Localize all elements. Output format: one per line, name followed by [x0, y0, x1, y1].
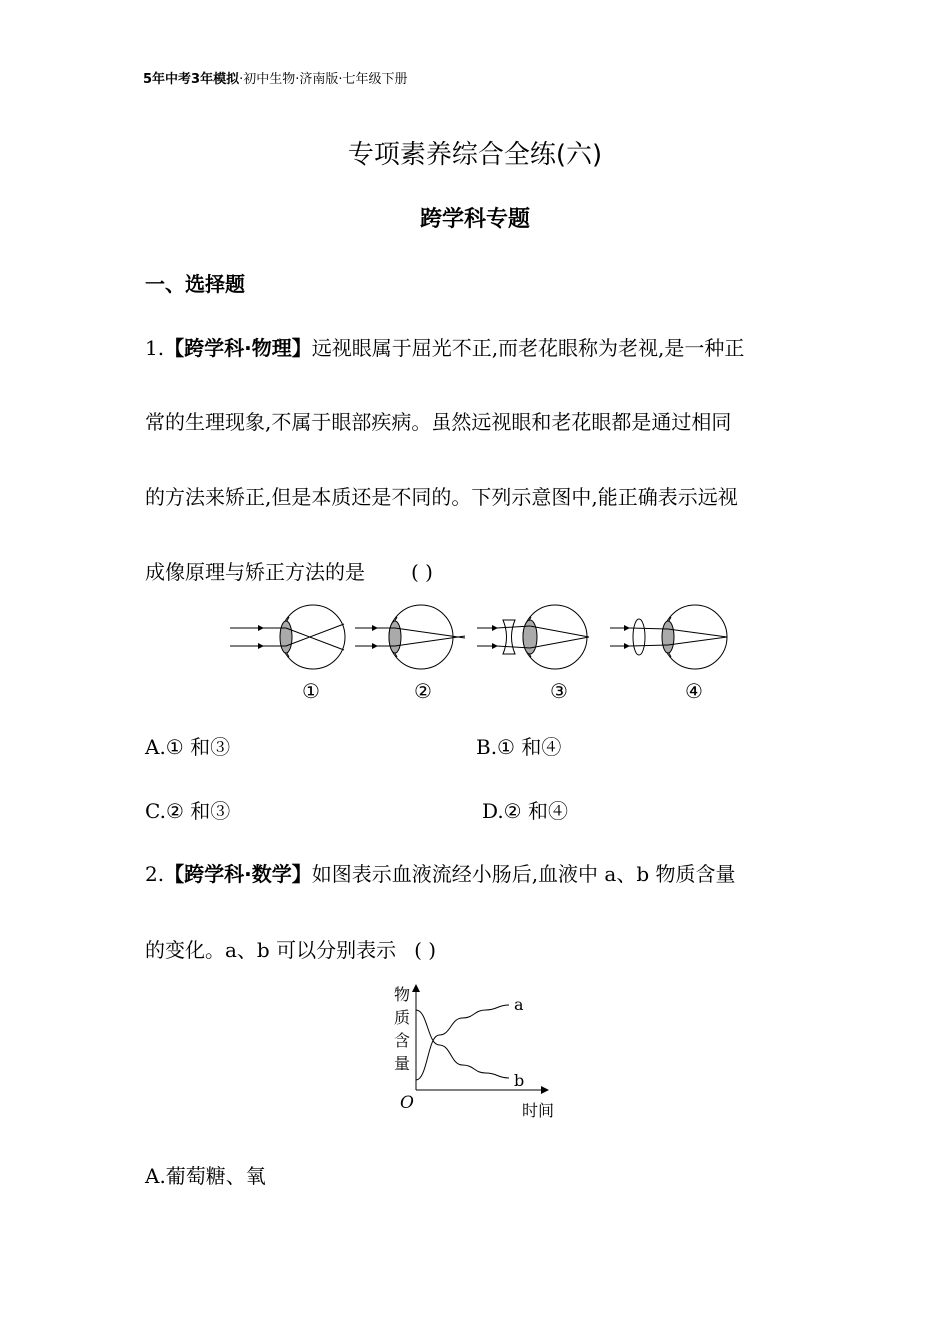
series-b-label: b: [514, 1071, 525, 1090]
q2-answer-paren: ( ): [414, 938, 437, 962]
chart-ylabel-char-2: 质: [393, 1008, 411, 1027]
q1-line-2: 常的生理现象,不属于眼部疾病。虽然远视眼和老花眼都是通过相同: [145, 410, 732, 434]
chart-ylabel-char-3: 含: [393, 1031, 411, 1050]
q1-tag: 【跨学科·物理】: [164, 336, 312, 360]
header-book-name: 5年中考3年模拟: [143, 72, 240, 87]
q2-line-1: [145, 858, 736, 887]
chart-ylabel-char-1: 物: [393, 985, 411, 1004]
q1-number: 1.: [145, 336, 165, 360]
series-a-label: a: [514, 995, 524, 1014]
eye-diagrams: [225, 602, 735, 704]
eye-figure-2: [355, 605, 465, 669]
q1-option-b[interactable]: B.① 和④: [476, 735, 562, 759]
eye-figure-3: [477, 605, 589, 669]
figure-label-1: ①: [302, 679, 320, 703]
q2-line-2: [145, 934, 436, 963]
figure-label-2: ②: [414, 679, 432, 703]
q2-text-1: 如图表示血液流经小肠后,血液中 a、b 物质含量: [311, 862, 736, 886]
figure-label-3: ③: [550, 679, 568, 703]
page-header: [143, 68, 408, 87]
chart-xlabel: 时间: [521, 1101, 555, 1120]
chart-ylabel-char-4: 量: [393, 1054, 411, 1073]
q2-number: 2.: [145, 862, 165, 886]
q1-option-a[interactable]: A.① 和③: [145, 735, 231, 759]
series-a-line: [416, 1005, 509, 1080]
figure-label-4: ④: [685, 679, 703, 703]
q2-text-2: 的变化。a、b 可以分别表示: [145, 938, 397, 962]
chart-origin-label: O: [400, 1093, 414, 1113]
q1-text-1: 远视眼属于屈光不正,而老花眼称为老视,是一种正: [311, 336, 745, 360]
series-b-line: [416, 1010, 509, 1078]
q1-answer-paren: ( ): [411, 560, 433, 584]
eye-figure-1: [230, 605, 345, 669]
q1-text-4: 成像原理与矫正方法的是: [145, 560, 365, 584]
q2-option-a[interactable]: A.葡萄糖、氧: [145, 1164, 266, 1188]
section-heading: 一、选择题: [145, 272, 245, 296]
q1-line-1: [145, 332, 744, 361]
q2-tag: 【跨学科·数学】: [164, 862, 312, 886]
eye-figure-4: [610, 605, 727, 669]
q2-chart: [385, 978, 565, 1123]
q1-option-c[interactable]: C.② 和③: [145, 799, 231, 823]
q1-line-3: 的方法来矫正,但是本质还是不同的。下列示意图中,能正确表示远视: [145, 485, 738, 509]
page-title: 专项素养综合全练(六): [347, 140, 603, 170]
q1-option-d[interactable]: D.② 和④: [482, 799, 568, 823]
q1-line-4: [145, 556, 433, 585]
header-book-info: ·初中生物·济南版·七年级下册: [239, 72, 408, 87]
page-subtitle: 跨学科专题: [419, 207, 530, 232]
